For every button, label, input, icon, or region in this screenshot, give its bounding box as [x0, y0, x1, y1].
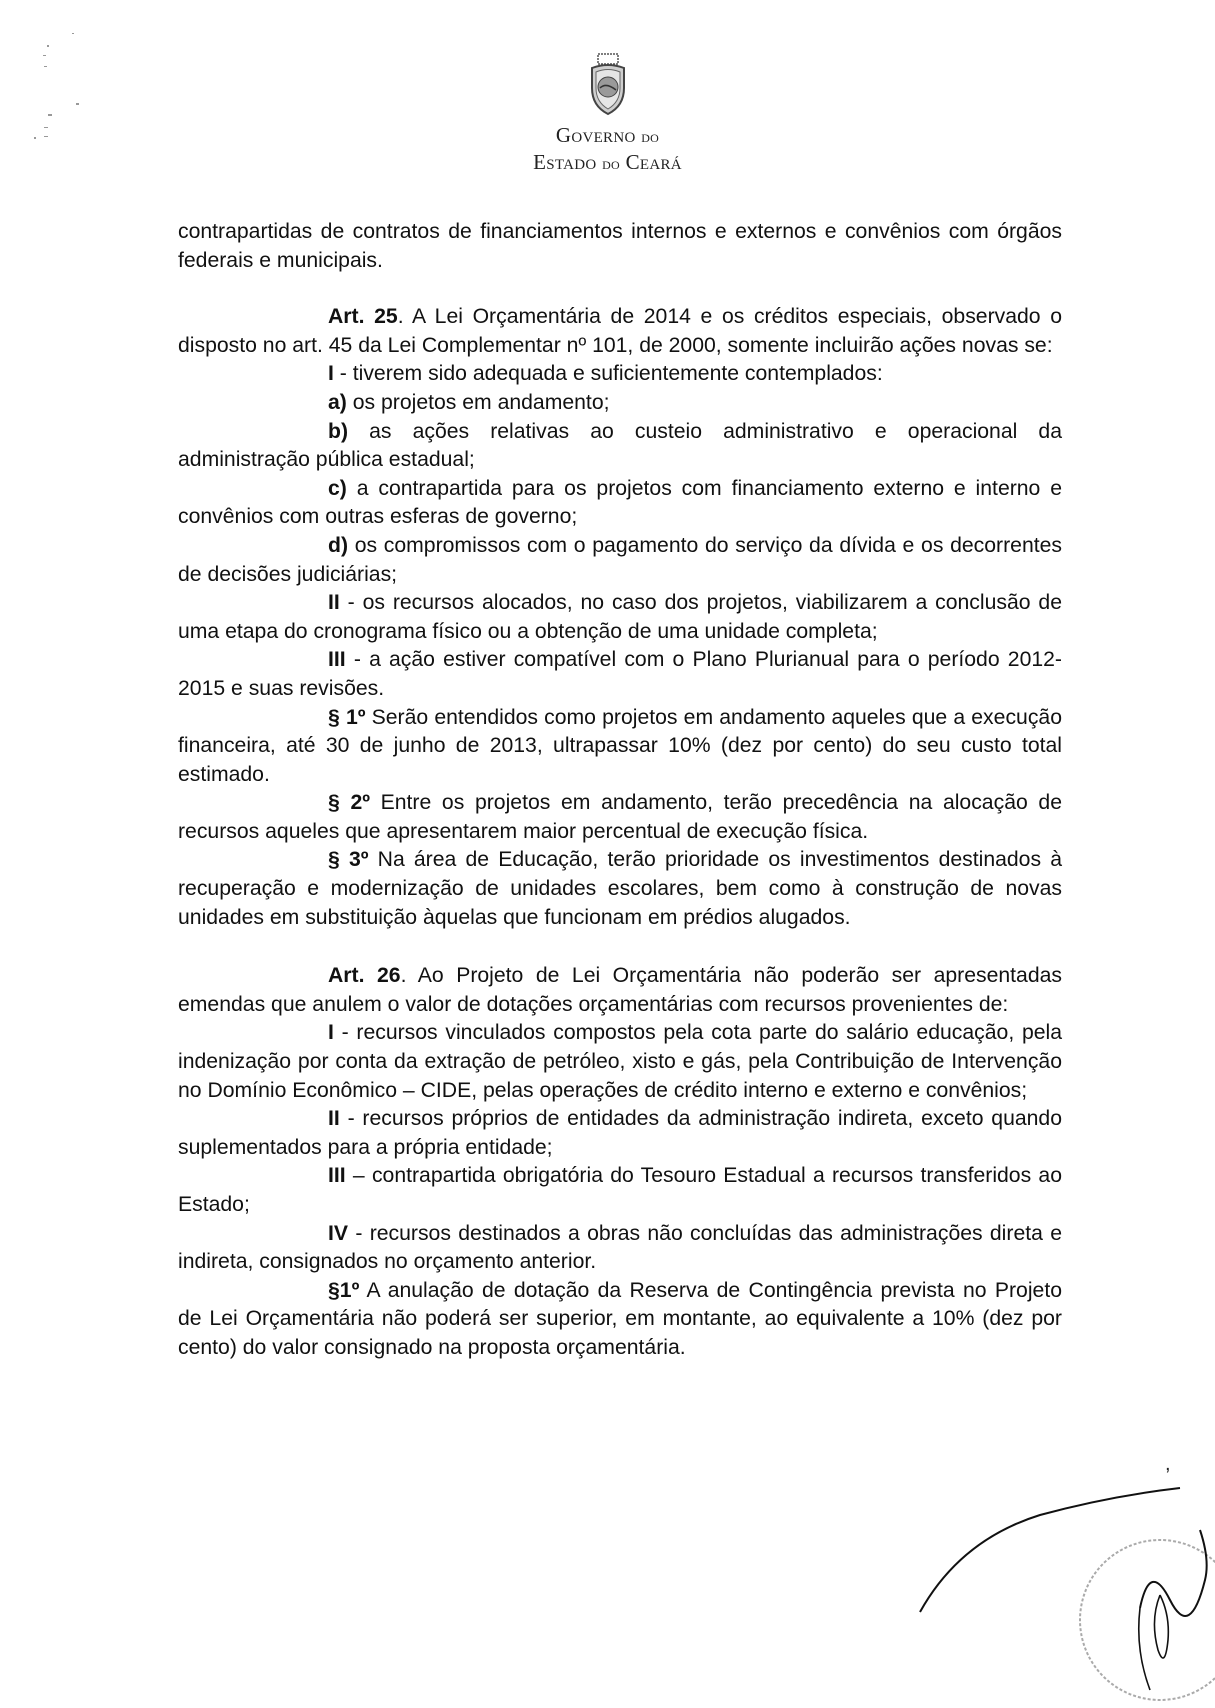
art26-item-i: I - recursos vinculados compostos pela cota parte do salário educação, pela indenização por conta da extração de petróleo, xisto e gás, pela Contribuição de Intervenção no Domínio Econômico – CIDE, pelas operações de crédito interno e externo e convênios; [178, 1021, 1062, 1102]
comma-mark: , [1165, 1453, 1171, 1475]
scan-specks-icon [34, 33, 79, 139]
art26-item-iii: III – contrapartida obrigatória do Tesouro Estadual a recursos transferidos ao Estado; [178, 1164, 1062, 1216]
art26-item-ii: II - recursos próprios de entidades da administração indireta, exceto quando suplementados para a própria entidade; [178, 1107, 1062, 1159]
art25-item-ii: II - os recursos alocados, no caso dos projetos, viabilizarem a conclusão de uma etapa do cronograma físico ou a obtenção de uma unidade completa; [178, 591, 1062, 643]
art26-paragraph-1: §1º A anulação de dotação da Reserva de Contingência prevista no Projeto de Lei Orçamentária não poderá ser superior, em montante, ao equivalente a 10% (dez por cento) do valor consignado na proposta orçamentária. [178, 1278, 1062, 1359]
art25-paragraph-3: § 3º Na área de Educação, terão prioridade os investimentos destinados à recuperação e modernização de unidades escolares, bem como à construção de novas unidades em substituição àquelas que funcionam em prédios alugados. [178, 848, 1062, 929]
article-26: Art. 26. Ao Projeto de Lei Orçamentária não poderão ser apresentadas emendas que anulem o valor de dotações orçamentárias com recursos provenientes de: [178, 964, 1062, 1016]
article-25: Art. 25. A Lei Orçamentária de 2014 e os créditos especiais, observado o disposto no art. 45 da Lei Complementar nº 101, de 2000, somente incluirão ações novas se: [178, 305, 1062, 357]
art25-paragraph-2: § 2º Entre os projetos em andamento, terão precedência na alocação de recursos aqueles que apresentarem maior percentual de execução física. [178, 791, 1062, 843]
protocol-stamp-icon [1080, 1530, 1215, 1700]
art25-item-a: a) os projetos em andamento; [328, 390, 610, 414]
art25-item-c: c) a contrapartida para os projetos com financiamento externo e interno e convênios com outras esferas de governo; [178, 476, 1062, 529]
government-name-line2: ESTADO DO CEARÁ [533, 150, 682, 174]
art25-item-b: b) as ações relativas ao custeio administrativo e operacional da administração pública estadual; [178, 419, 1062, 472]
signature-stroke-icon [920, 1488, 1180, 1612]
art25-paragraph-1: § 1º Serão entendidos como projetos em andamento aqueles que a execução financeira, até 30 de junho de 2013, ultrapassar 10% (dez por cento) do seu custo total estimado. [178, 705, 1062, 786]
art26-item-iv: IV - recursos destinados a obras não concluídas das administrações direta e indireta, consignados no orçamento anterior. [178, 1221, 1062, 1274]
art25-item-d: d) os compromissos com o pagamento do serviço da dívida e os decorrentes de decisões judiciárias; [178, 533, 1062, 586]
government-name-line1: GOVERNO DO [555, 123, 660, 147]
paragraph-continuation: contrapartidas de contratos de financiamentos internos e externos e convênios com órgãos federais e municipais. [178, 220, 1062, 272]
art25-item-iii: III - a ação estiver compatível com o Plano Plurianual para o período 2012-2015 e suas revisões. [178, 648, 1062, 700]
art25-item-i: I - tiverem sido adequada e suficientemente contemplados: [328, 362, 883, 386]
